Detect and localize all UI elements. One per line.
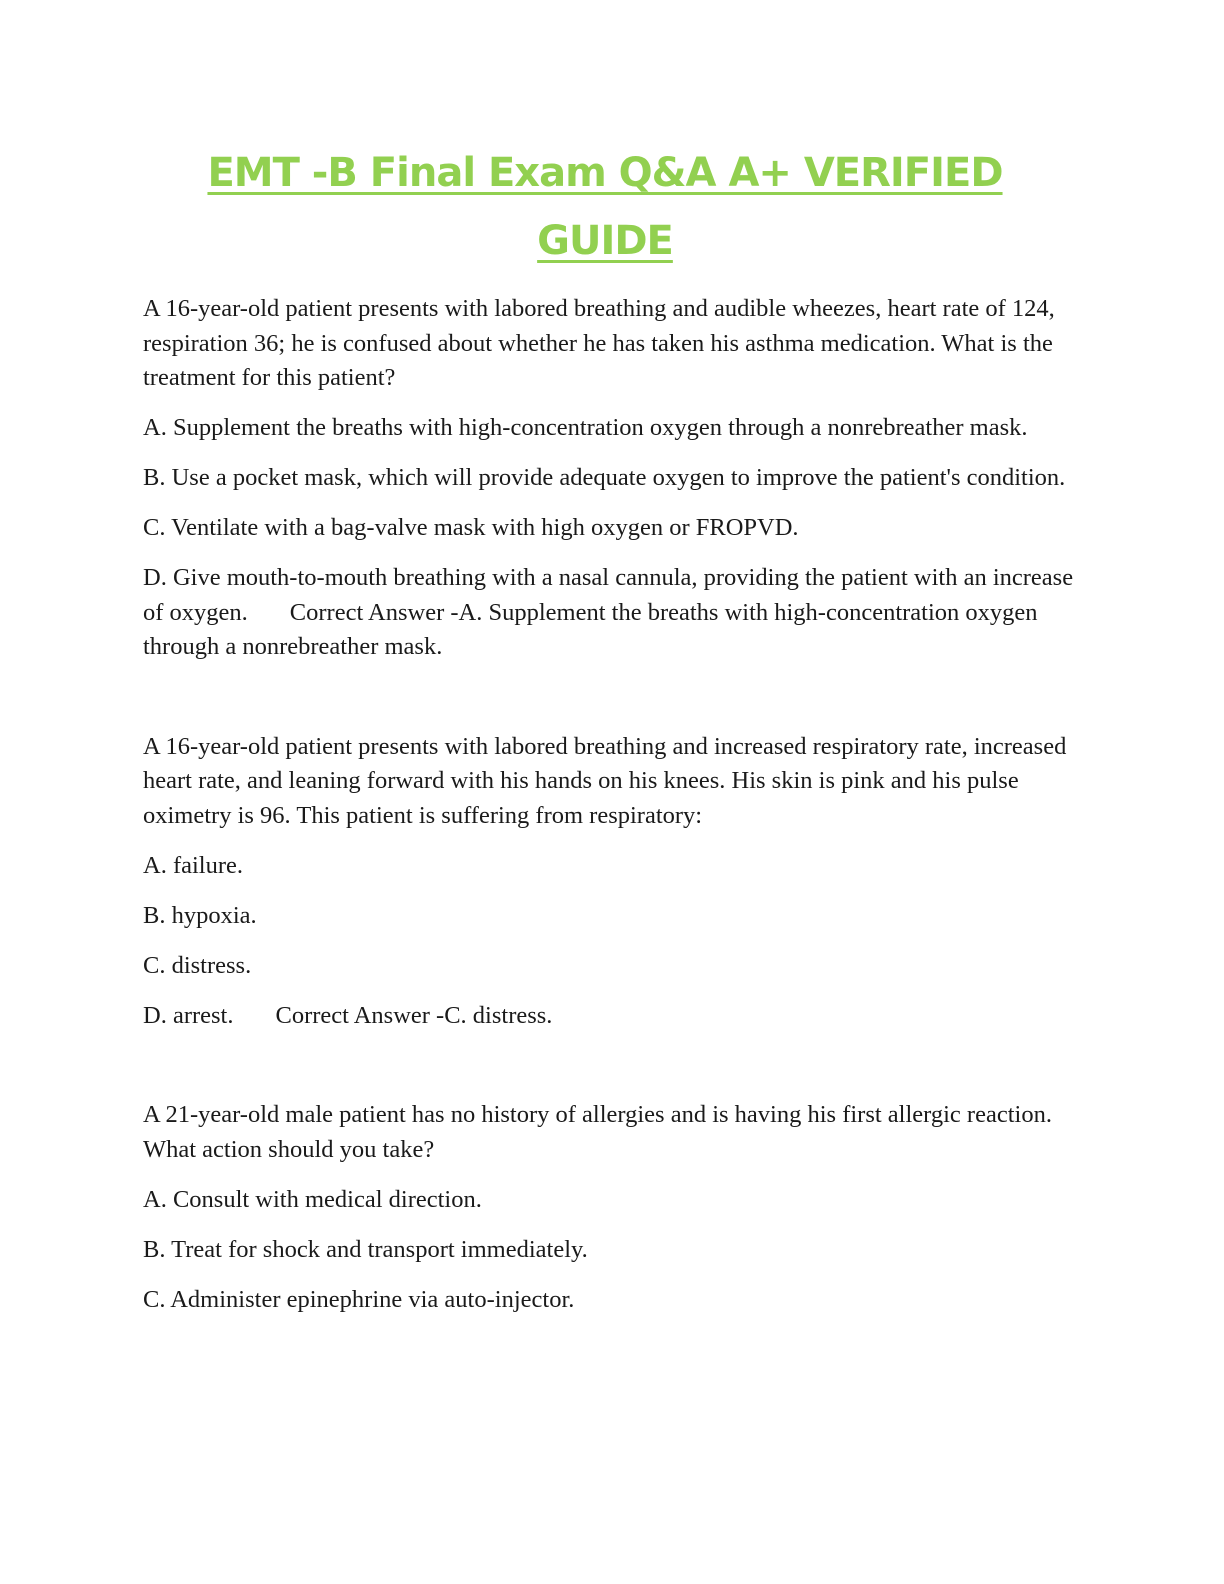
- question-2-option-c: C. distress.: [143, 951, 252, 979]
- question-2-option-d-with-answer: [143, 999, 1083, 1034]
- question-3-option-c: C. Administer epinephrine via auto-injector.: [143, 1285, 575, 1313]
- document-title-line-1: EMT -B Final Exam Q&A A+ VERIFIED: [207, 150, 1003, 196]
- document-title-line-2: GUIDE: [537, 218, 673, 264]
- question-2-option-d: D. arrest.: [143, 1001, 234, 1029]
- question-3-option-b: B. Treat for shock and transport immediately.: [143, 1235, 588, 1263]
- question-1-text: A 16-year-old patient presents with labored breathing and audible wheezes, heart rate of 124, respiration 36; he is confused about whether he has taken his asthma medication. What is the treatment for this patient?: [143, 295, 1055, 391]
- question-1-answer: Correct Answer -A. Supplement the breaths with high-concentration oxygen through a nonrebreather mask.: [143, 598, 1038, 660]
- question-1-option-c: C. Ventilate with a bag-valve mask with high oxygen or FROPVD.: [143, 514, 799, 541]
- document-body: [143, 292, 1083, 1333]
- question-2-option-a: A. failure.: [143, 851, 243, 879]
- question-3-text: A 21-year-old male patient has no history of allergies and is having his first allergic reaction. What action should you take?: [143, 1101, 1052, 1163]
- question-1-option-d-with-answer: [143, 561, 1083, 665]
- question-1-option-d: D. Give mouth-to-mouth breathing with a nasal cannula, providing the patient with an increase of oxygen.: [143, 564, 1074, 626]
- question-2-answer: Correct Answer -C. distress.: [275, 1001, 553, 1029]
- question-1-option-b: B. Use a pocket mask, which will provide adequate oxygen to improve the patient's condition.: [143, 464, 1066, 491]
- question-2-option-b: B. hypoxia.: [143, 901, 257, 929]
- question-1-option-a: A. Supplement the breaths with high-concentration oxygen through a nonrebreather mask.: [143, 414, 1028, 441]
- question-3-option-a: A. Consult with medical direction.: [143, 1185, 482, 1213]
- question-2-text: A 16-year-old patient presents with labored breathing and increased respiratory rate, increased heart rate, and leaning forward with his hands on his knees. His skin is pink and his pulse oximetry is 96. This patient is suffering from respiratory:: [143, 732, 1067, 829]
